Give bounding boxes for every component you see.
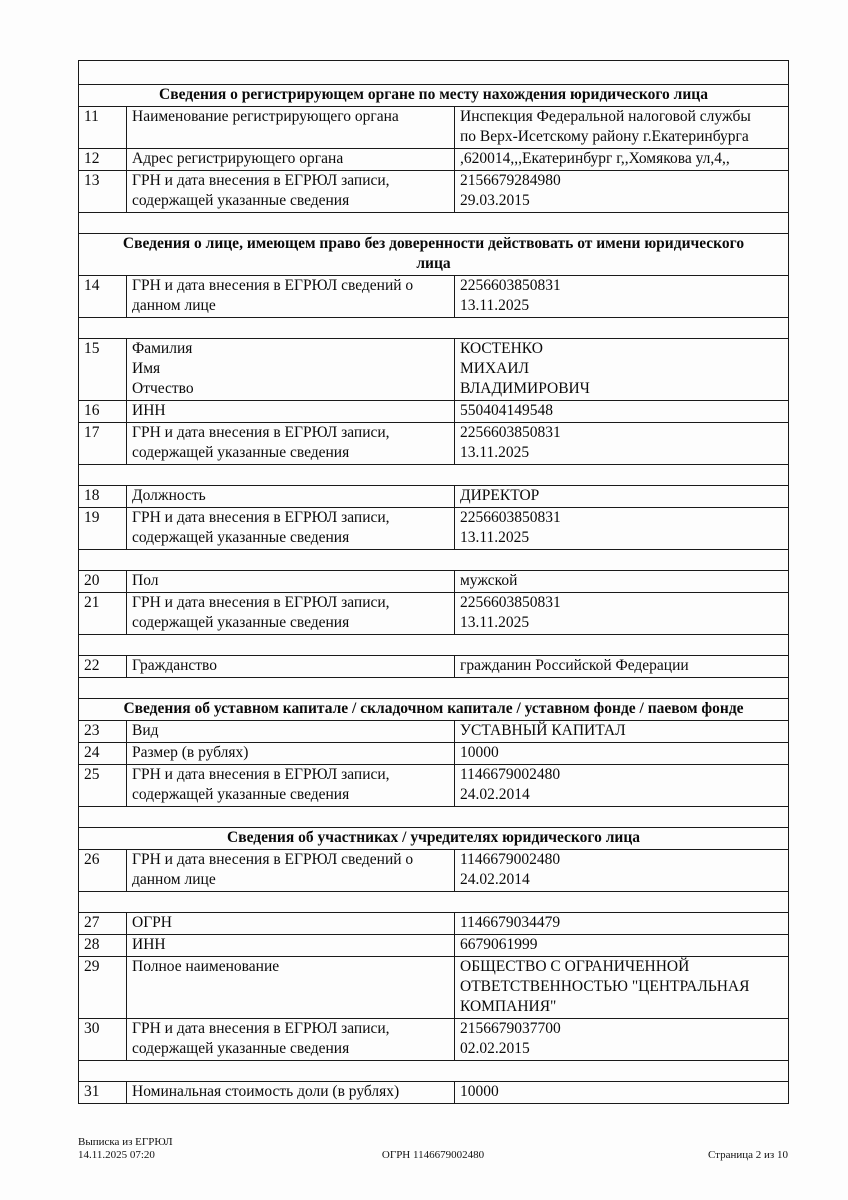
text-line: УСТАВНЫЙ КАПИТАЛ bbox=[460, 722, 626, 739]
text-line: 2256603850831 bbox=[460, 277, 561, 294]
spacer-cell bbox=[79, 550, 789, 571]
section-header bbox=[79, 699, 789, 721]
text-line: содержащей указанные сведения bbox=[132, 192, 350, 209]
spacer-cell bbox=[79, 892, 789, 913]
text-line: ВЛАДИМИРОВИЧ bbox=[460, 380, 590, 397]
row-attribute-cell bbox=[127, 656, 455, 678]
text-line: Вид bbox=[132, 722, 159, 739]
spacer-row bbox=[79, 318, 789, 339]
spacer-cell bbox=[79, 1061, 789, 1082]
row-value-cell bbox=[455, 743, 789, 765]
row-value-cell bbox=[455, 593, 789, 635]
text-line: гражданин Российской Федерации bbox=[460, 657, 689, 674]
text-line: 6679061999 bbox=[460, 936, 538, 953]
section-header bbox=[79, 828, 789, 850]
table-row-17 bbox=[79, 423, 789, 465]
spacer-cell bbox=[79, 807, 789, 828]
row-number-cell: 24 bbox=[79, 743, 127, 765]
text-line: ГРН и дата внесения в ЕГРЮЛ записи, bbox=[132, 172, 390, 189]
row-attribute-cell bbox=[127, 423, 455, 465]
spacer-cell bbox=[79, 678, 789, 699]
table-row-22 bbox=[79, 656, 789, 678]
spacer-cell bbox=[79, 465, 789, 486]
text-line: ОТВЕТСТВЕННОСТЬЮ "ЦЕНТРАЛЬНАЯ bbox=[460, 978, 750, 995]
table-row-12 bbox=[79, 149, 789, 171]
text-line: 02.02.2015 bbox=[460, 1040, 530, 1057]
row-value-cell bbox=[455, 401, 789, 423]
text-line: 13.11.2025 bbox=[460, 614, 530, 631]
table-row-30 bbox=[79, 1019, 789, 1061]
row-value-cell bbox=[455, 957, 789, 1019]
page-footer bbox=[78, 1136, 788, 1162]
table-row-24 bbox=[79, 743, 789, 765]
row-number-cell: 14 bbox=[79, 276, 127, 318]
text-line: КОМПАНИЯ" bbox=[460, 998, 557, 1015]
row-value-cell bbox=[455, 935, 789, 957]
row-attribute-cell bbox=[127, 401, 455, 423]
row-attribute-cell bbox=[127, 339, 455, 401]
text-line: мужской bbox=[460, 572, 518, 589]
footer-datetime: 14.11.2025 07:20 bbox=[78, 1149, 155, 1161]
spacer-cell bbox=[79, 213, 789, 234]
text-line: ГРН и дата внесения в ЕГРЮЛ записи, bbox=[132, 766, 390, 783]
text-line: Сведения об уставном капитале / складочном капитале / уставном фонде / паевом фонде bbox=[123, 700, 744, 717]
row-attribute-cell bbox=[127, 743, 455, 765]
text-line: Имя bbox=[132, 360, 161, 377]
row-number-cell: 31 bbox=[79, 1082, 127, 1104]
row-number-cell: 17 bbox=[79, 423, 127, 465]
row-number-cell: 23 bbox=[79, 721, 127, 743]
row-value-cell bbox=[455, 850, 789, 892]
text-line: 13.11.2025 bbox=[460, 297, 530, 314]
row-value-cell bbox=[455, 276, 789, 318]
row-attribute-cell bbox=[127, 149, 455, 171]
row-number-cell: 26 bbox=[79, 850, 127, 892]
table-row-11 bbox=[79, 107, 789, 149]
spacer-row bbox=[79, 61, 789, 85]
row-attribute-cell bbox=[127, 486, 455, 508]
row-number-cell: 25 bbox=[79, 765, 127, 807]
text-line: 1146679002480 bbox=[460, 766, 561, 783]
row-number-cell: 18 bbox=[79, 486, 127, 508]
row-number-cell: 16 bbox=[79, 401, 127, 423]
text-line: ,620014,,,Екатеринбург г,,Хомякова ул,4,, bbox=[460, 150, 730, 167]
row-number-cell: 11 bbox=[79, 107, 127, 149]
row-number-cell: 21 bbox=[79, 593, 127, 635]
section-header bbox=[79, 85, 789, 107]
text-line: 24.02.2014 bbox=[460, 786, 530, 803]
text-line: по Верх-Исетскому району г.Екатеринбурга bbox=[460, 128, 749, 145]
row-attribute-cell bbox=[127, 171, 455, 213]
text-line: Наименование регистрирующего органа bbox=[132, 108, 399, 125]
text-line: 10000 bbox=[460, 1083, 499, 1100]
row-value-cell bbox=[455, 423, 789, 465]
row-number-cell: 27 bbox=[79, 913, 127, 935]
egrul-extract-table bbox=[78, 60, 789, 1104]
row-attribute-cell bbox=[127, 107, 455, 149]
row-value-cell bbox=[455, 765, 789, 807]
row-attribute-cell bbox=[127, 765, 455, 807]
spacer-row bbox=[79, 678, 789, 699]
section-header-row bbox=[79, 234, 789, 276]
row-value-cell bbox=[455, 107, 789, 149]
table-row-19 bbox=[79, 508, 789, 550]
text-line: Сведения об участниках / учредителях юридического лица bbox=[227, 829, 640, 846]
text-line: ГРН и дата внесения в ЕГРЮЛ записи, bbox=[132, 424, 390, 441]
section-header-row bbox=[79, 828, 789, 850]
text-line: ИНН bbox=[132, 936, 166, 953]
text-line: 550404149548 bbox=[460, 402, 553, 419]
table-row-28 bbox=[79, 935, 789, 957]
text-line: Должность bbox=[132, 487, 206, 504]
spacer-row bbox=[79, 635, 789, 656]
text-line: ГРН и дата внесения в ЕГРЮЛ записи, bbox=[132, 509, 390, 526]
text-line: содержащей указанные сведения bbox=[132, 444, 350, 461]
row-attribute-cell bbox=[127, 1082, 455, 1104]
spacer-cell bbox=[79, 318, 789, 339]
row-number-cell: 19 bbox=[79, 508, 127, 550]
text-line: 29.03.2015 bbox=[460, 192, 530, 209]
row-value-cell bbox=[455, 149, 789, 171]
text-line: содержащей указанные сведения bbox=[132, 1040, 350, 1057]
table-row-25 bbox=[79, 765, 789, 807]
table-row-26 bbox=[79, 850, 789, 892]
section-header-row bbox=[79, 699, 789, 721]
row-value-cell bbox=[455, 486, 789, 508]
text-line: Номинальная стоимость доли (в рублях) bbox=[132, 1083, 400, 1100]
row-value-cell bbox=[455, 656, 789, 678]
text-line: 13.11.2025 bbox=[460, 529, 530, 546]
row-number-cell: 12 bbox=[79, 149, 127, 171]
footer-doc-title: Выписка из ЕГРЮЛ bbox=[78, 1136, 173, 1148]
text-line: содержащей указанные сведения bbox=[132, 786, 350, 803]
text-line: данном лице bbox=[132, 297, 216, 314]
table-row-21 bbox=[79, 593, 789, 635]
text-line: 2256603850831 bbox=[460, 424, 561, 441]
row-attribute-cell bbox=[127, 276, 455, 318]
table-row-15 bbox=[79, 339, 789, 401]
row-value-cell bbox=[455, 913, 789, 935]
row-number-cell: 22 bbox=[79, 656, 127, 678]
table-row-29 bbox=[79, 957, 789, 1019]
footer-left-block bbox=[78, 1136, 315, 1162]
footer-page-number: Страница 2 из 10 bbox=[707, 1149, 789, 1161]
text-line: Размер (в рублях) bbox=[132, 744, 249, 761]
row-attribute-cell bbox=[127, 1019, 455, 1061]
text-line: 13.11.2025 bbox=[460, 444, 530, 461]
row-value-cell bbox=[455, 508, 789, 550]
text-line: КОСТЕНКО bbox=[460, 340, 543, 357]
spacer-cell bbox=[79, 61, 789, 85]
spacer-row bbox=[79, 213, 789, 234]
text-line: Пол bbox=[132, 572, 159, 589]
text-line: Сведения о лице, имеющем право без доверенности действовать от имени юридического bbox=[122, 235, 745, 252]
row-number-cell: 30 bbox=[79, 1019, 127, 1061]
table-row-20 bbox=[79, 571, 789, 593]
row-attribute-cell bbox=[127, 721, 455, 743]
text-line: 2156679037700 bbox=[460, 1020, 561, 1037]
table-row-27 bbox=[79, 913, 789, 935]
text-line: ГРН и дата внесения в ЕГРЮЛ сведений о bbox=[132, 851, 414, 868]
row-number-cell: 29 bbox=[79, 957, 127, 1019]
text-line: 10000 bbox=[460, 744, 499, 761]
row-value-cell bbox=[455, 1082, 789, 1104]
text-line: ГРН и дата внесения в ЕГРЮЛ сведений о bbox=[132, 277, 414, 294]
text-line: Сведения о регистрирующем органе по месту нахождения юридического лица bbox=[159, 86, 708, 103]
spacer-row bbox=[79, 807, 789, 828]
text-line: 2256603850831 bbox=[460, 509, 561, 526]
text-line: ГРН и дата внесения в ЕГРЮЛ записи, bbox=[132, 1020, 390, 1037]
row-attribute-cell bbox=[127, 508, 455, 550]
spacer-row bbox=[79, 892, 789, 913]
table-row-31 bbox=[79, 1082, 789, 1104]
table-row-23 bbox=[79, 721, 789, 743]
text-line: 2156679284980 bbox=[460, 172, 561, 189]
table-row-14 bbox=[79, 276, 789, 318]
row-attribute-cell bbox=[127, 913, 455, 935]
row-number-cell: 28 bbox=[79, 935, 127, 957]
text-line: Адрес регистрирующего органа bbox=[132, 150, 344, 167]
row-number-cell: 13 bbox=[79, 171, 127, 213]
row-value-cell bbox=[455, 339, 789, 401]
row-number-cell: 20 bbox=[79, 571, 127, 593]
section-header bbox=[79, 234, 789, 276]
text-line: данном лице bbox=[132, 871, 216, 888]
text-line: ДИРЕКТОР bbox=[460, 487, 540, 504]
text-line: содержащей указанные сведения bbox=[132, 614, 350, 631]
row-attribute-cell bbox=[127, 593, 455, 635]
text-line: ОБЩЕСТВО С ОГРАНИЧЕННОЙ bbox=[460, 958, 690, 975]
table-row-16 bbox=[79, 401, 789, 423]
row-value-cell bbox=[455, 721, 789, 743]
text-line: ГРН и дата внесения в ЕГРЮЛ записи, bbox=[132, 594, 390, 611]
text-line: МИХАИЛ bbox=[460, 360, 530, 377]
text-line: 2256603850831 bbox=[460, 594, 561, 611]
text-line: 1146679002480 bbox=[460, 851, 561, 868]
spacer-row bbox=[79, 465, 789, 486]
row-value-cell bbox=[455, 571, 789, 593]
row-attribute-cell bbox=[127, 957, 455, 1019]
row-value-cell bbox=[455, 1019, 789, 1061]
row-value-cell bbox=[455, 171, 789, 213]
row-attribute-cell bbox=[127, 935, 455, 957]
text-line: лица bbox=[416, 255, 451, 272]
text-line: содержащей указанные сведения bbox=[132, 529, 350, 546]
text-line: Гражданство bbox=[132, 657, 218, 674]
footer-ogrn: ОГРН 1146679002480 bbox=[381, 1149, 485, 1161]
text-line: Инспекция Федеральной налоговой службы bbox=[460, 108, 751, 125]
spacer-row bbox=[79, 1061, 789, 1082]
section-header-row bbox=[79, 85, 789, 107]
table-row-13 bbox=[79, 171, 789, 213]
spacer-cell bbox=[79, 635, 789, 656]
text-line: Полное наименование bbox=[132, 958, 280, 975]
table-row-18 bbox=[79, 486, 789, 508]
text-line: Фамилия bbox=[132, 340, 193, 357]
text-line: 24.02.2014 bbox=[460, 871, 530, 888]
spacer-row bbox=[79, 550, 789, 571]
row-attribute-cell bbox=[127, 571, 455, 593]
text-line: ОГРН bbox=[132, 914, 172, 931]
text-line: Отчество bbox=[132, 380, 194, 397]
row-number-cell: 15 bbox=[79, 339, 127, 401]
row-attribute-cell bbox=[127, 850, 455, 892]
text-line: 1146679034479 bbox=[460, 914, 561, 931]
text-line: ИНН bbox=[132, 402, 166, 419]
